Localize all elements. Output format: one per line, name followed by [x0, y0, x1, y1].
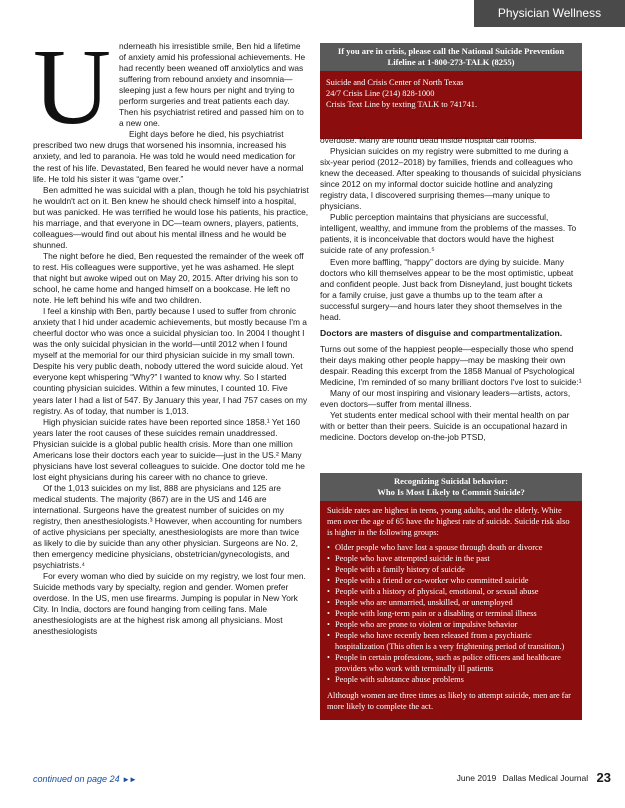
- crisis-line: 24/7 Crisis Line (214) 828-1000: [326, 89, 435, 98]
- risk-list-item: • People who are unmarried, unskilled, or unemployed: [327, 597, 575, 608]
- article-paragraph: Public perception maintains that physicians are successful, intelligent, wealthy, and immune from the problems of the masses. To patients, it is inconceivable that doctors would have the highest suicide rate of any profession.⁵: [320, 212, 577, 256]
- risk-box-title-line: Who Is Most Likely to Commit Suicide?: [377, 487, 525, 497]
- crisis-box-title: If you are in crisis, please call the National Suicide Prevention Lifeline at 1-800-273-TALK (8255): [320, 43, 582, 71]
- section-title: Physician Wellness: [497, 6, 602, 20]
- crisis-box-body: [320, 71, 582, 139]
- drop-cap: U: [33, 28, 111, 147]
- risk-factors-box: [320, 473, 582, 720]
- risk-box-closing: Although women are three times as likely to attempt suicide, men are far more likely to complete the act.: [327, 691, 571, 711]
- article-paragraph: Physician suicides on my registry were submitted to me during a six-year period (2012–2018) by families, friends and colleagues who knew the deceased. After speaking to thousands of suicidal physicians since 2012 on my informal doctor suicide hotline and analyzing registry data, I discovered surprising themes—many unique to physicians.: [320, 146, 582, 212]
- article-paragraph: Eight days before he died, his psychiatrist prescribed two new drugs that worsened his insomnia, increased his anxiety, and led to paranoia. He was told he would need medication for the rest of his life. Devastated, Ben feared he would never have a normal life. He told his sister it was “game over.”: [33, 129, 304, 184]
- article-paragraph: For every woman who died by suicide on my registry, we lost four men. Suicide methods vary by specialty, region and gender. Women prefer overdose. In the US, men use firearms. Jumping is popular in New York City. In India, doctors are found hanging from ceiling fans. Male anesthesiologists are at the highest risk among all physicians. Most anesthesiologists: [33, 571, 306, 637]
- risk-list-item: • People with a friend or co-worker who committed suicide: [327, 575, 575, 586]
- article-paragraph: Yet students enter medical school with their mental health on par with or better than their peers. Suicide is an occupational hazard in medicine. Doctors develop on-the-job PTSD,: [320, 410, 570, 443]
- risk-list-item: • People with a history of physical, emotional, or sexual abuse: [327, 586, 575, 597]
- crisis-info-box: [320, 43, 582, 139]
- article-paragraph: overdose. Many are found dead inside hospital call rooms.: [320, 135, 537, 145]
- article-right-column: [320, 135, 582, 443]
- risk-box-title-line: Recognizing Suicidal behavior:: [393, 476, 509, 486]
- crisis-line: Suicide and Crisis Center of North Texas: [326, 78, 464, 87]
- article-subheading: Doctors are masters of disguise and compartmentalization.: [320, 327, 563, 338]
- article-paragraph: nderneath his irresistible smile, Ben hid a lifetime of anxiety amid his professional achievements. He had recently been weaned off anxiolytics and was suffering from rebound anxiety and insomnia—sleeping just a few hours per night and trying to perform surgeries and treat patients each day. Then his psychiatrist retired and passed him on to a new one.: [119, 41, 306, 129]
- article-paragraph: High physician suicide rates have been reported since 1858.¹ Yet 160 years later the root causes of these suicides remain unaddressed. Physician suicide is a global public health crisis. More than one million Americans lose their doctors each year to suicide—just in the US.² Many physicians have lost several colleagues to suicide. One doctor told me he lost eight physicians during his career with no chance to grieve.: [33, 416, 305, 482]
- risk-box-title: [320, 473, 582, 501]
- issue-date: June 2019: [456, 773, 497, 783]
- risk-box-intro: Suicide rates are highest in teens, young adults, and the elderly. White men over the age of 65 have the highest rate of suicide. Suicide risk also is higher in the following groups:: [327, 506, 570, 537]
- article-paragraph: Of the 1,013 suicides on my list, 888 are physicians and 125 are medical students. The majority (867) are in the US and 146 are international. Surgeons have the greatest number of suicides on my registry, then anesthesiologists.³ However, when accounting for numbers of active physicians per specialty, anesthesiologists are more than twice as likely to die by suicide than any other physician. Surgeons are No. 2, then emergency medicine physicians, obstetrician/gynecologists, and psychiatrists.⁴: [33, 482, 302, 571]
- section-header-tab: [474, 0, 625, 27]
- page-footer: [457, 770, 611, 785]
- risk-list-item: • People with substance abuse problems: [327, 674, 575, 685]
- article-paragraph: I feel a kinship with Ben, partly because I used to suffer from chronic anxiety that I hid under academic achievements, but mostly because I'm a cheerful doctor who was once a suicidal physician too. In 2004 I thought I was the only suicidal physician in the world—until 2012 when I found myself at the memorial for our third physician suicide in my small town. Despite his very public death, nobody uttered the word suicide aloud. Yet everyone kept whispering “Why?” I wanted to know why. So I started counting physician suicides. Within a few minutes, I counted 10. Five years later I had a list of 547. By January this year, I had 757 cases on my registry. As of today, that number is 1,013.: [33, 306, 308, 416]
- article-paragraph: Ben admitted he was suicidal with a plan, though he told his psychiatrist he wouldn't act on it. Ben knew he should check himself into a hospital, but was panicked. He was terrified he would lose his patients, his practice, his marriage, and that everyone in DC—team owners, players, patients, colleagues—would find out about his mental illness and he would be shunned.: [33, 184, 309, 250]
- crisis-line: Crisis Text Line by texting TALK to 741741.: [326, 100, 478, 109]
- risk-list-item: • People with long-term pain or a disabling or terminal illness: [327, 608, 575, 619]
- risk-list-item: • People in certain professions, such as police officers and healthcare providers who work with terminally ill patients: [327, 652, 575, 674]
- risk-list-item: • Older people who have lost a spouse through death or divorce: [327, 542, 575, 553]
- page-number: 23: [596, 770, 611, 785]
- risk-list-item: • People who have recently been released from a psychiatric hospitalization (This often is a very frightening period of transition.): [327, 630, 575, 652]
- risk-list-item: • People who are prone to violent or impulsive behavior: [327, 619, 575, 630]
- article-paragraph: Many of our most inspiring and visionary leaders—artists, actors, even doctors—suffer from mental illness.: [320, 388, 571, 410]
- journal-name: Dallas Medical Journal: [502, 773, 589, 783]
- continued-link[interactable]: [33, 774, 136, 784]
- article-paragraph: The night before he died, Ben requested the remainder of the week off to rest. His colleagues were supportive, yet he was ashamed. He slept that night but awoke wiped out on May 20, 2015. After driving his son to school, he came home and hanged himself on a bookcase. He left no note. He left behind his wife and two children.: [33, 250, 304, 306]
- risk-list: [327, 542, 575, 685]
- risk-box-body: [320, 501, 582, 720]
- risk-list-item: • People who have attempted suicide in the past: [327, 553, 575, 564]
- article-paragraph: Even more baffling, “happy” doctors are dying by suicide. Many doctors who kill themselves appear to be the most optimistic, upbeat and confident people. Just back from Disneyland, just bought tickets for a family cruise, just gave a thumbs up to the team after a successful surgery—and hours later they shoot themselves in the head.: [320, 256, 574, 322]
- double-arrow-icon: ►►: [122, 775, 136, 784]
- article-left-column: [33, 28, 309, 638]
- continued-text: continued on page 24: [33, 774, 120, 784]
- article-paragraph: Turns out some of the happiest people—especially those who spend their days making other people happy—may be masking their own despair. Reading this excerpt from the 1858 Manual of Psychological Medicine, I'm reminded of so many brilliant doctors I've lost to suicide:¹: [320, 343, 582, 387]
- risk-list-item: • People with a family history of suicide: [327, 564, 575, 575]
